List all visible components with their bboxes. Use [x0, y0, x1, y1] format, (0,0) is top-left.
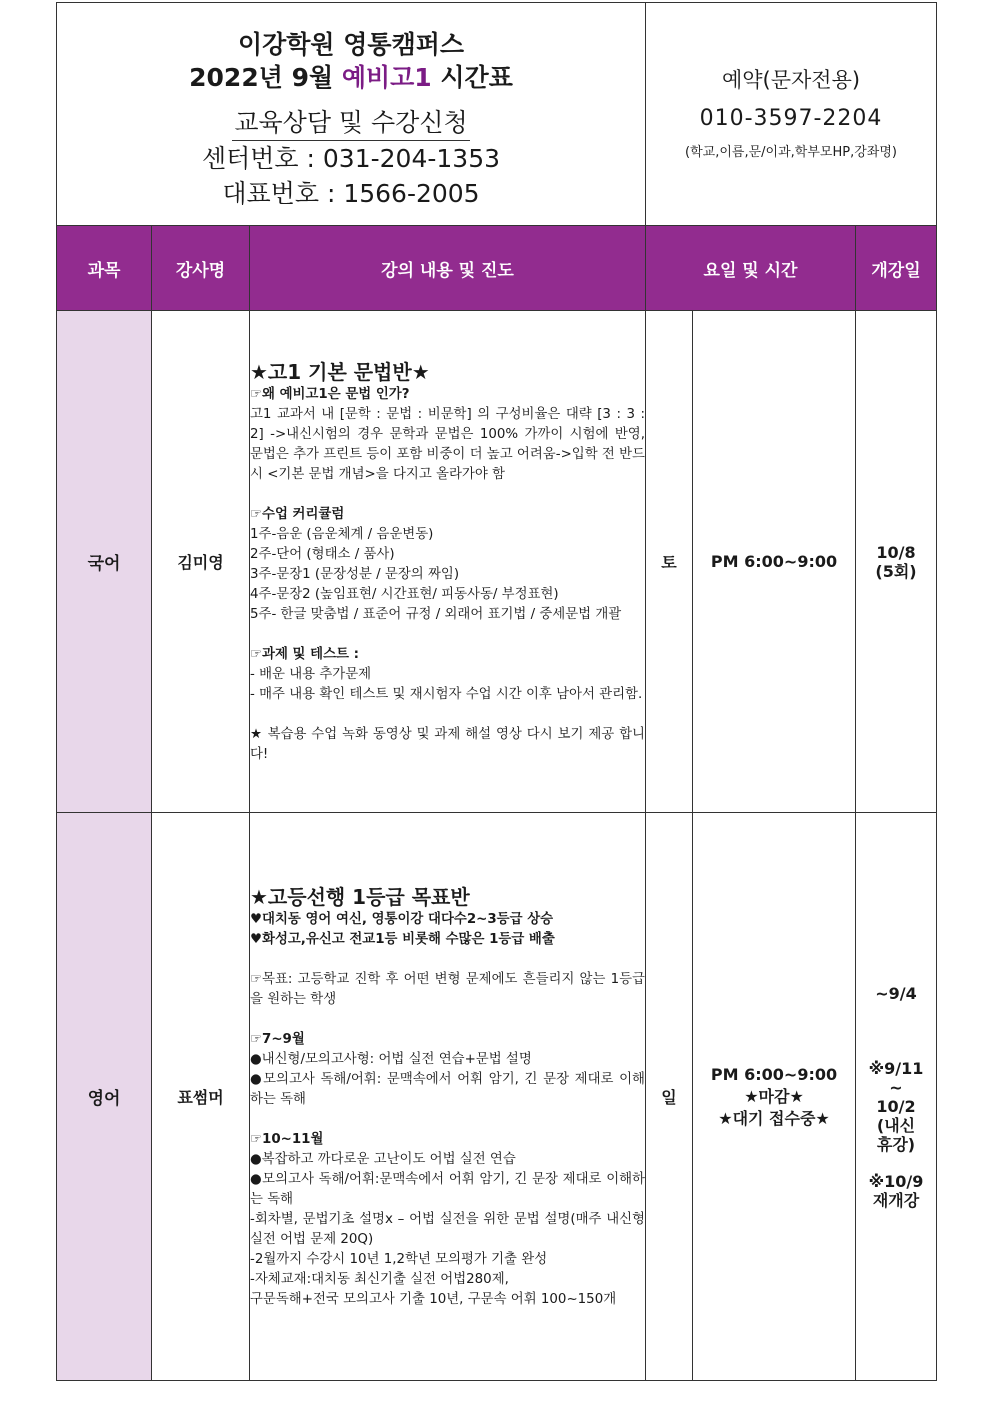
paragraph: 고1 교과서 내 [문학 : 문법 : 비문학] 의 구성비율은 대략 [3 : 3 : 2] ->내신시험의 경우 문학과 문법은 100% 가까이 시험에 반영, 문법은 추가 프린트 등이 포함 비중이 더 높고 어려움->입학 전 반드시 <기본 문법 개념>을 다지고 올라가야 함 [250, 406, 645, 482]
date-line: ※9/11 [868, 1058, 924, 1078]
list-item: - 매주 내용 확인 테스트 및 재시험자 수업 시간 이후 남아서 관리함. [250, 686, 643, 702]
column-header-content: 강의 내용 및 진도 [250, 226, 646, 311]
paragraph: ☞목표: 고등학교 진학 후 어떤 변형 문제에도 흔들리지 않는 1등급을 원하는 학생 [250, 971, 645, 1007]
column-header-row [57, 226, 937, 311]
table-row [57, 813, 937, 1381]
date-line: ~9/4 [875, 983, 917, 1003]
column-header-teacher: 강사명 [152, 226, 250, 311]
status-waitlist: ★대기 접수중★ [718, 1108, 830, 1128]
section-title: ☞10~11월 [250, 1131, 324, 1147]
subject-cell: 국어 [57, 311, 152, 813]
list-item: - 배운 내용 추가문제 [250, 666, 372, 682]
list-item: 구문독해+전국 모의고사 기출 10년, 구문속 어휘 100~150개 [250, 1291, 617, 1307]
timetable-title: 2022년 9월 예비고1 시간표 [189, 62, 513, 92]
date-line: 휴강) [876, 1134, 916, 1154]
reservation-phone: 010-3597-2204 [699, 106, 883, 131]
list-item: 2주-단어 (형태소 / 품사) [250, 546, 395, 562]
section-title: ☞7~9월 [250, 1031, 305, 1047]
date-line: (내신 [876, 1115, 916, 1135]
status-closed: ★마감★ [744, 1086, 804, 1106]
start-date-cell [856, 813, 937, 1381]
center-phone: 센터번호 : 031-204-1353 [201, 143, 501, 173]
note: ★ 복습용 수업 녹화 동영상 및 과제 해설 영상 다시 보기 제공 합니다! [250, 726, 645, 762]
date-line: ※10/9 [868, 1171, 924, 1191]
section-title: ☞왜 예비고1은 문법 인가? [250, 386, 410, 402]
highlight: ♥대치동 영어 여신, 영통이강 대다수2~3등급 상승 [250, 911, 554, 927]
session-count: (5회) [875, 561, 917, 581]
content-cell [250, 311, 646, 813]
column-header-start-date: 개강일 [856, 226, 937, 311]
day-cell: 토 [646, 311, 693, 813]
consult-label: 교육상담 및 수강신청 [232, 108, 469, 141]
timetable [56, 2, 937, 1381]
day-cell: 일 [646, 813, 693, 1381]
time-cell [693, 813, 856, 1381]
class-time: PM 6:00~9:00 [710, 1064, 838, 1084]
list-item: 4주-문장2 (높임표현/ 시간표현/ 피동사동/ 부정표현) [250, 586, 559, 602]
grade-label: 예비고1 [341, 62, 432, 92]
column-header-schedule: 요일 및 시간 [646, 226, 856, 311]
date-line: 10/2 [876, 1096, 916, 1116]
list-item: 3주-문장1 (문장성분 / 문장의 짜임) [250, 566, 460, 582]
list-item: ●내신형/모의고사형: 어법 실전 연습+문법 설명 [250, 1051, 532, 1067]
section-title: ☞과제 및 테스트 : [250, 646, 359, 662]
reservation-label: 예약(문자전용) [721, 68, 861, 92]
list-item: ●모의고사 독해/어휘:문맥속에서 어휘 암기, 긴 문장 제대로 이해하는 독해 [250, 1171, 645, 1207]
start-date: 10/8 [876, 542, 916, 562]
teacher-cell: 김미영 [152, 311, 250, 813]
header-info [57, 3, 646, 226]
list-item: 5주- 한글 맞춤법 / 표준어 규정 / 외래어 표기법 / 중세문법 개괄 [250, 606, 622, 622]
course-title: ★고등선행 1등급 목표반 [250, 884, 470, 909]
column-header-subject: 과목 [57, 226, 152, 311]
highlight: ♥화성고,유신고 전교1등 비롯해 수많은 1등급 배출 [250, 931, 555, 947]
list-item: -2월까지 수강시 10년 1,2학년 모의평가 기출 완성 [250, 1251, 548, 1267]
course-title: ★고1 기본 문법반★ [250, 359, 430, 384]
main-phone: 대표번호 : 1566-2005 [222, 178, 480, 208]
start-date-cell [856, 311, 937, 813]
academy-title: 이강학원 영통캠퍼스 [237, 29, 465, 59]
list-item: -자체교재:대치동 최신기출 실전 어법280제, [250, 1271, 509, 1287]
reservation-info [646, 3, 937, 226]
section-title: ☞수업 커리큘럼 [250, 506, 345, 522]
date-line: 재개강 [872, 1190, 920, 1210]
content-cell [250, 813, 646, 1381]
list-item: -회차별, 문법기초 설명x – 어법 실전을 위한 문법 설명(매주 내신형 실전 어법 문제 20Q) [250, 1211, 645, 1247]
subject-cell: 영어 [57, 813, 152, 1381]
list-item: ●복잡하고 까다로운 고난이도 어법 실전 연습 [250, 1151, 516, 1167]
date-line: ~ [889, 1077, 903, 1097]
reservation-note: (학교,이름,문/이과,학부모HP,강좌명) [685, 145, 897, 160]
teacher-cell: 표썸머 [152, 813, 250, 1381]
table-row [57, 311, 937, 813]
list-item: ●모의고사 독해/어휘: 문맥속에서 어휘 암기, 긴 문장 제대로 이해하는 독해 [250, 1071, 645, 1107]
list-item: 1주-음운 (음운체계 / 음운변동) [250, 526, 434, 542]
time-cell: PM 6:00~9:00 [693, 311, 856, 813]
